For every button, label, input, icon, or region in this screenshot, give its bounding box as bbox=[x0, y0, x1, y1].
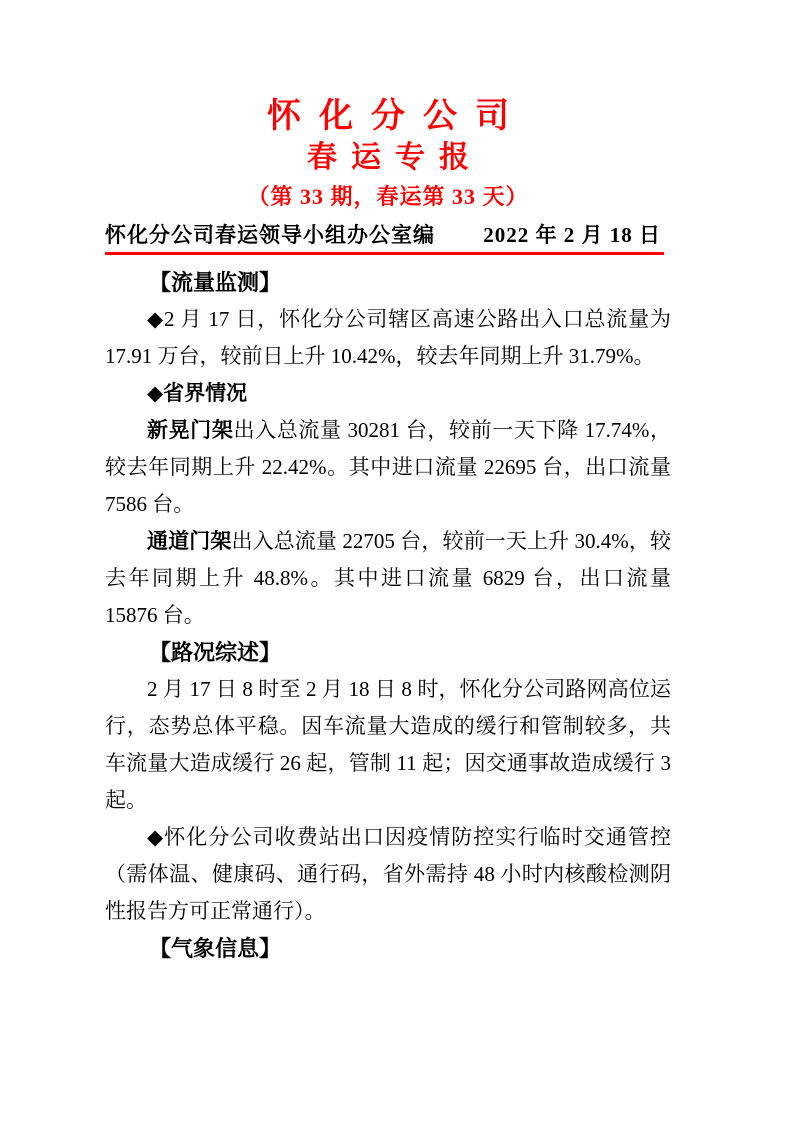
editor-label: 怀化分公司春运领导小组办公室编 bbox=[105, 224, 435, 247]
document-content bbox=[105, 0, 671, 967]
document-title: 怀化分公司 bbox=[267, 97, 527, 135]
paragraph-total-flow: ◆2 月 17 日，怀化分公司辖区高速公路出入口总流量为 17.91 万台，较前日上升 10.42%，较去年同期上升 31.79%。 bbox=[105, 307, 671, 368]
subheading-province-border: ◆省界情况 bbox=[147, 382, 248, 405]
issue-info: （第 33 期，春运第 33 天） bbox=[247, 184, 529, 209]
paragraph-epidemic-control: ◆怀化分公司收费站出口因疫情防控实行临时交通管控（需体温、健康码、通行码，省外需持 48 小时内核酸检测阴性报告方可正常通行）。 bbox=[105, 825, 671, 923]
red-divider bbox=[105, 252, 664, 255]
document-subtitle: 春运专报 bbox=[307, 141, 483, 174]
section-heading: 【气象信息】 bbox=[149, 936, 282, 961]
paragraph-gantry-xinhuang bbox=[105, 412, 671, 523]
paragraph-road-summary: 2 月 17 日 8 时至 2 月 18 日 8 时，怀化分公司路网高位运行，态势总体平稳。因车流量大造成的缓行和管制较多，共车流量大造成缓行 26 起，管制 11 起；因交通事故造成缓行 3 起。 bbox=[105, 677, 671, 812]
section-heading: 【路况综述】 bbox=[149, 640, 282, 665]
masthead bbox=[105, 223, 671, 250]
gantry-text: 出入总流量 30281 台，较前一天下降 17.74%，较去年同期上升 22.42%。其中进口流量 22695 台，出口流量 7586 台。 bbox=[105, 418, 672, 516]
document-body bbox=[105, 264, 671, 967]
section-road-conditions bbox=[105, 634, 671, 930]
date-label: 2022 年 2 月 18 日 bbox=[483, 223, 661, 247]
gantry-name: 通道门架 bbox=[147, 530, 232, 553]
paragraph-gantry-tongdao bbox=[105, 523, 671, 634]
section-weather-info bbox=[105, 930, 671, 967]
gantry-name: 新晃门架 bbox=[147, 419, 234, 442]
gantry-text: 出入总流量 22705 台，较前一天上升 30.4%，较去年同期上升 48.8%。其中进口流量 6829 台，出口流量 15876 台。 bbox=[105, 529, 672, 627]
section-heading: 【流量监测】 bbox=[149, 270, 282, 295]
section-traffic-monitoring bbox=[105, 264, 671, 634]
